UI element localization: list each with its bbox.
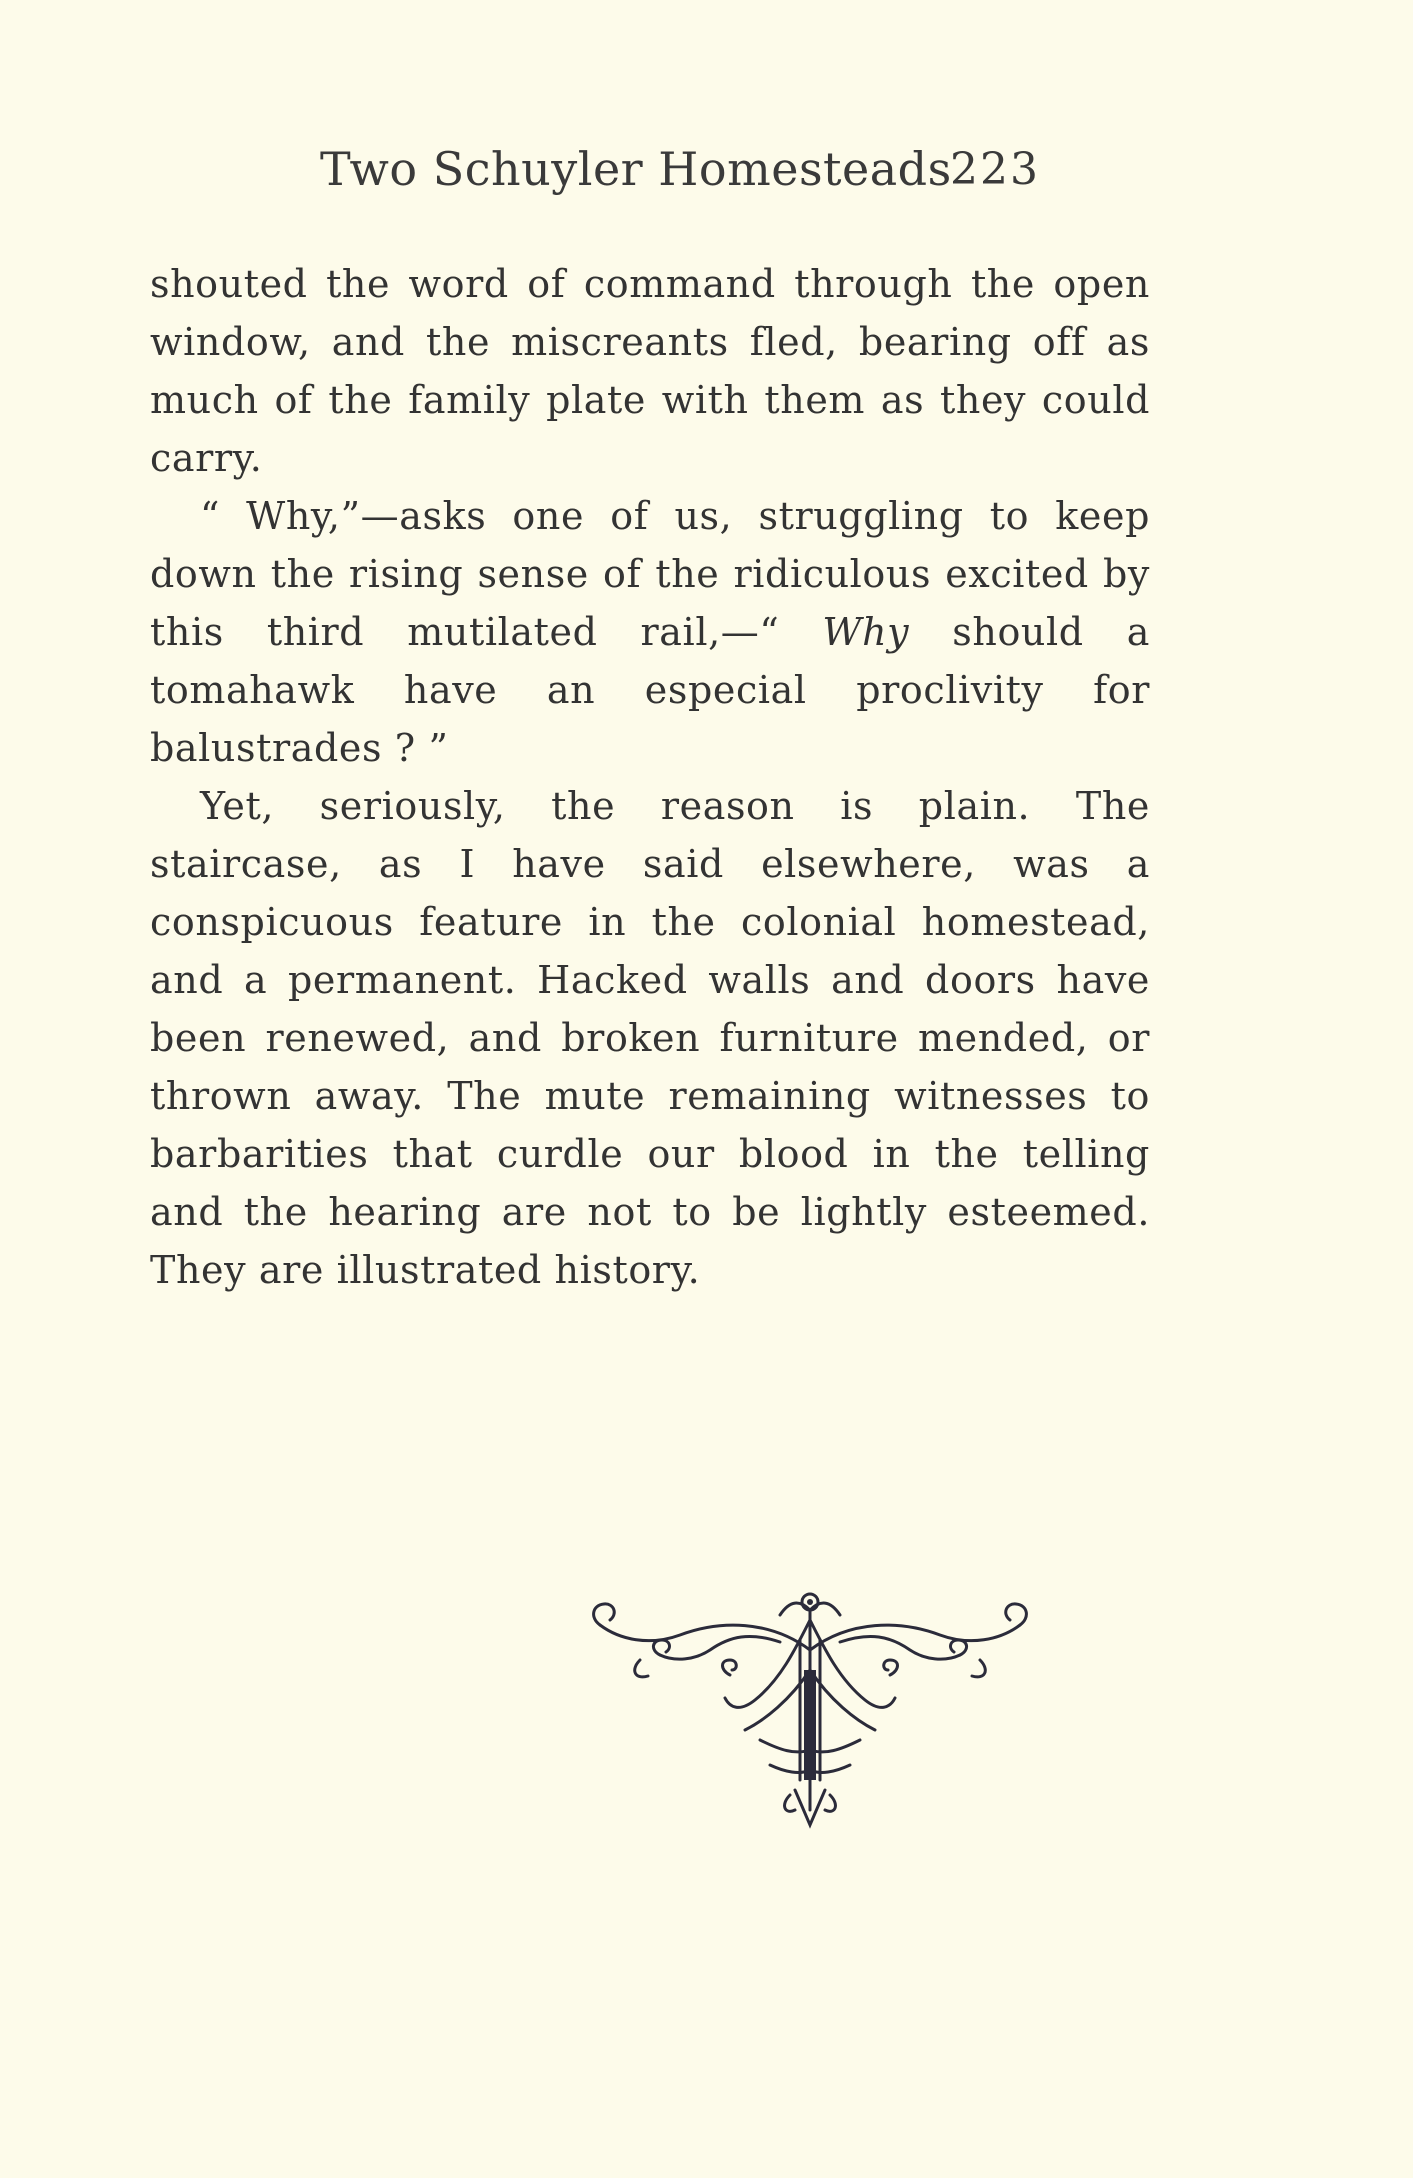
running-title: Two Schuyler Homesteads (320, 142, 952, 196)
running-head (150, 130, 1150, 210)
paragraph-3: Yet, seriously, the reason is plain. The staircase, as I have said elsewhere, was a conspicuous feature in the colonial homestead, and a permanent. Hacked walls and doors have been renewed, and broken furniture mended, or thrown away. The mute remaining witnesses to barbarities that curdle our blood in the telling and the hearing are not to be lightly esteemed. They are illustrated history. (150, 784, 1150, 1292)
book-page (150, 130, 1150, 1292)
page-number: 223 (950, 144, 1040, 195)
paragraph-2-end: should a tomahawk have an especial proclivity for balustrades ? ” (150, 610, 1150, 770)
paragraph-1: shouted the word of command through the open window, and the miscreants fled, bearing off as much of the family plate with them as they could carry. (150, 262, 1150, 480)
paragraph-2-start: “ Why,”—asks one of us, struggling to keep down the rising sense of the ridiculous excited by this third mutilated rail,—“ (150, 494, 1150, 654)
body-text (150, 255, 1150, 1299)
paragraph-2-emphasis: Why (822, 610, 910, 654)
tailpiece-ornament-icon (580, 1580, 1040, 1840)
paragraph-2 (150, 487, 1150, 777)
